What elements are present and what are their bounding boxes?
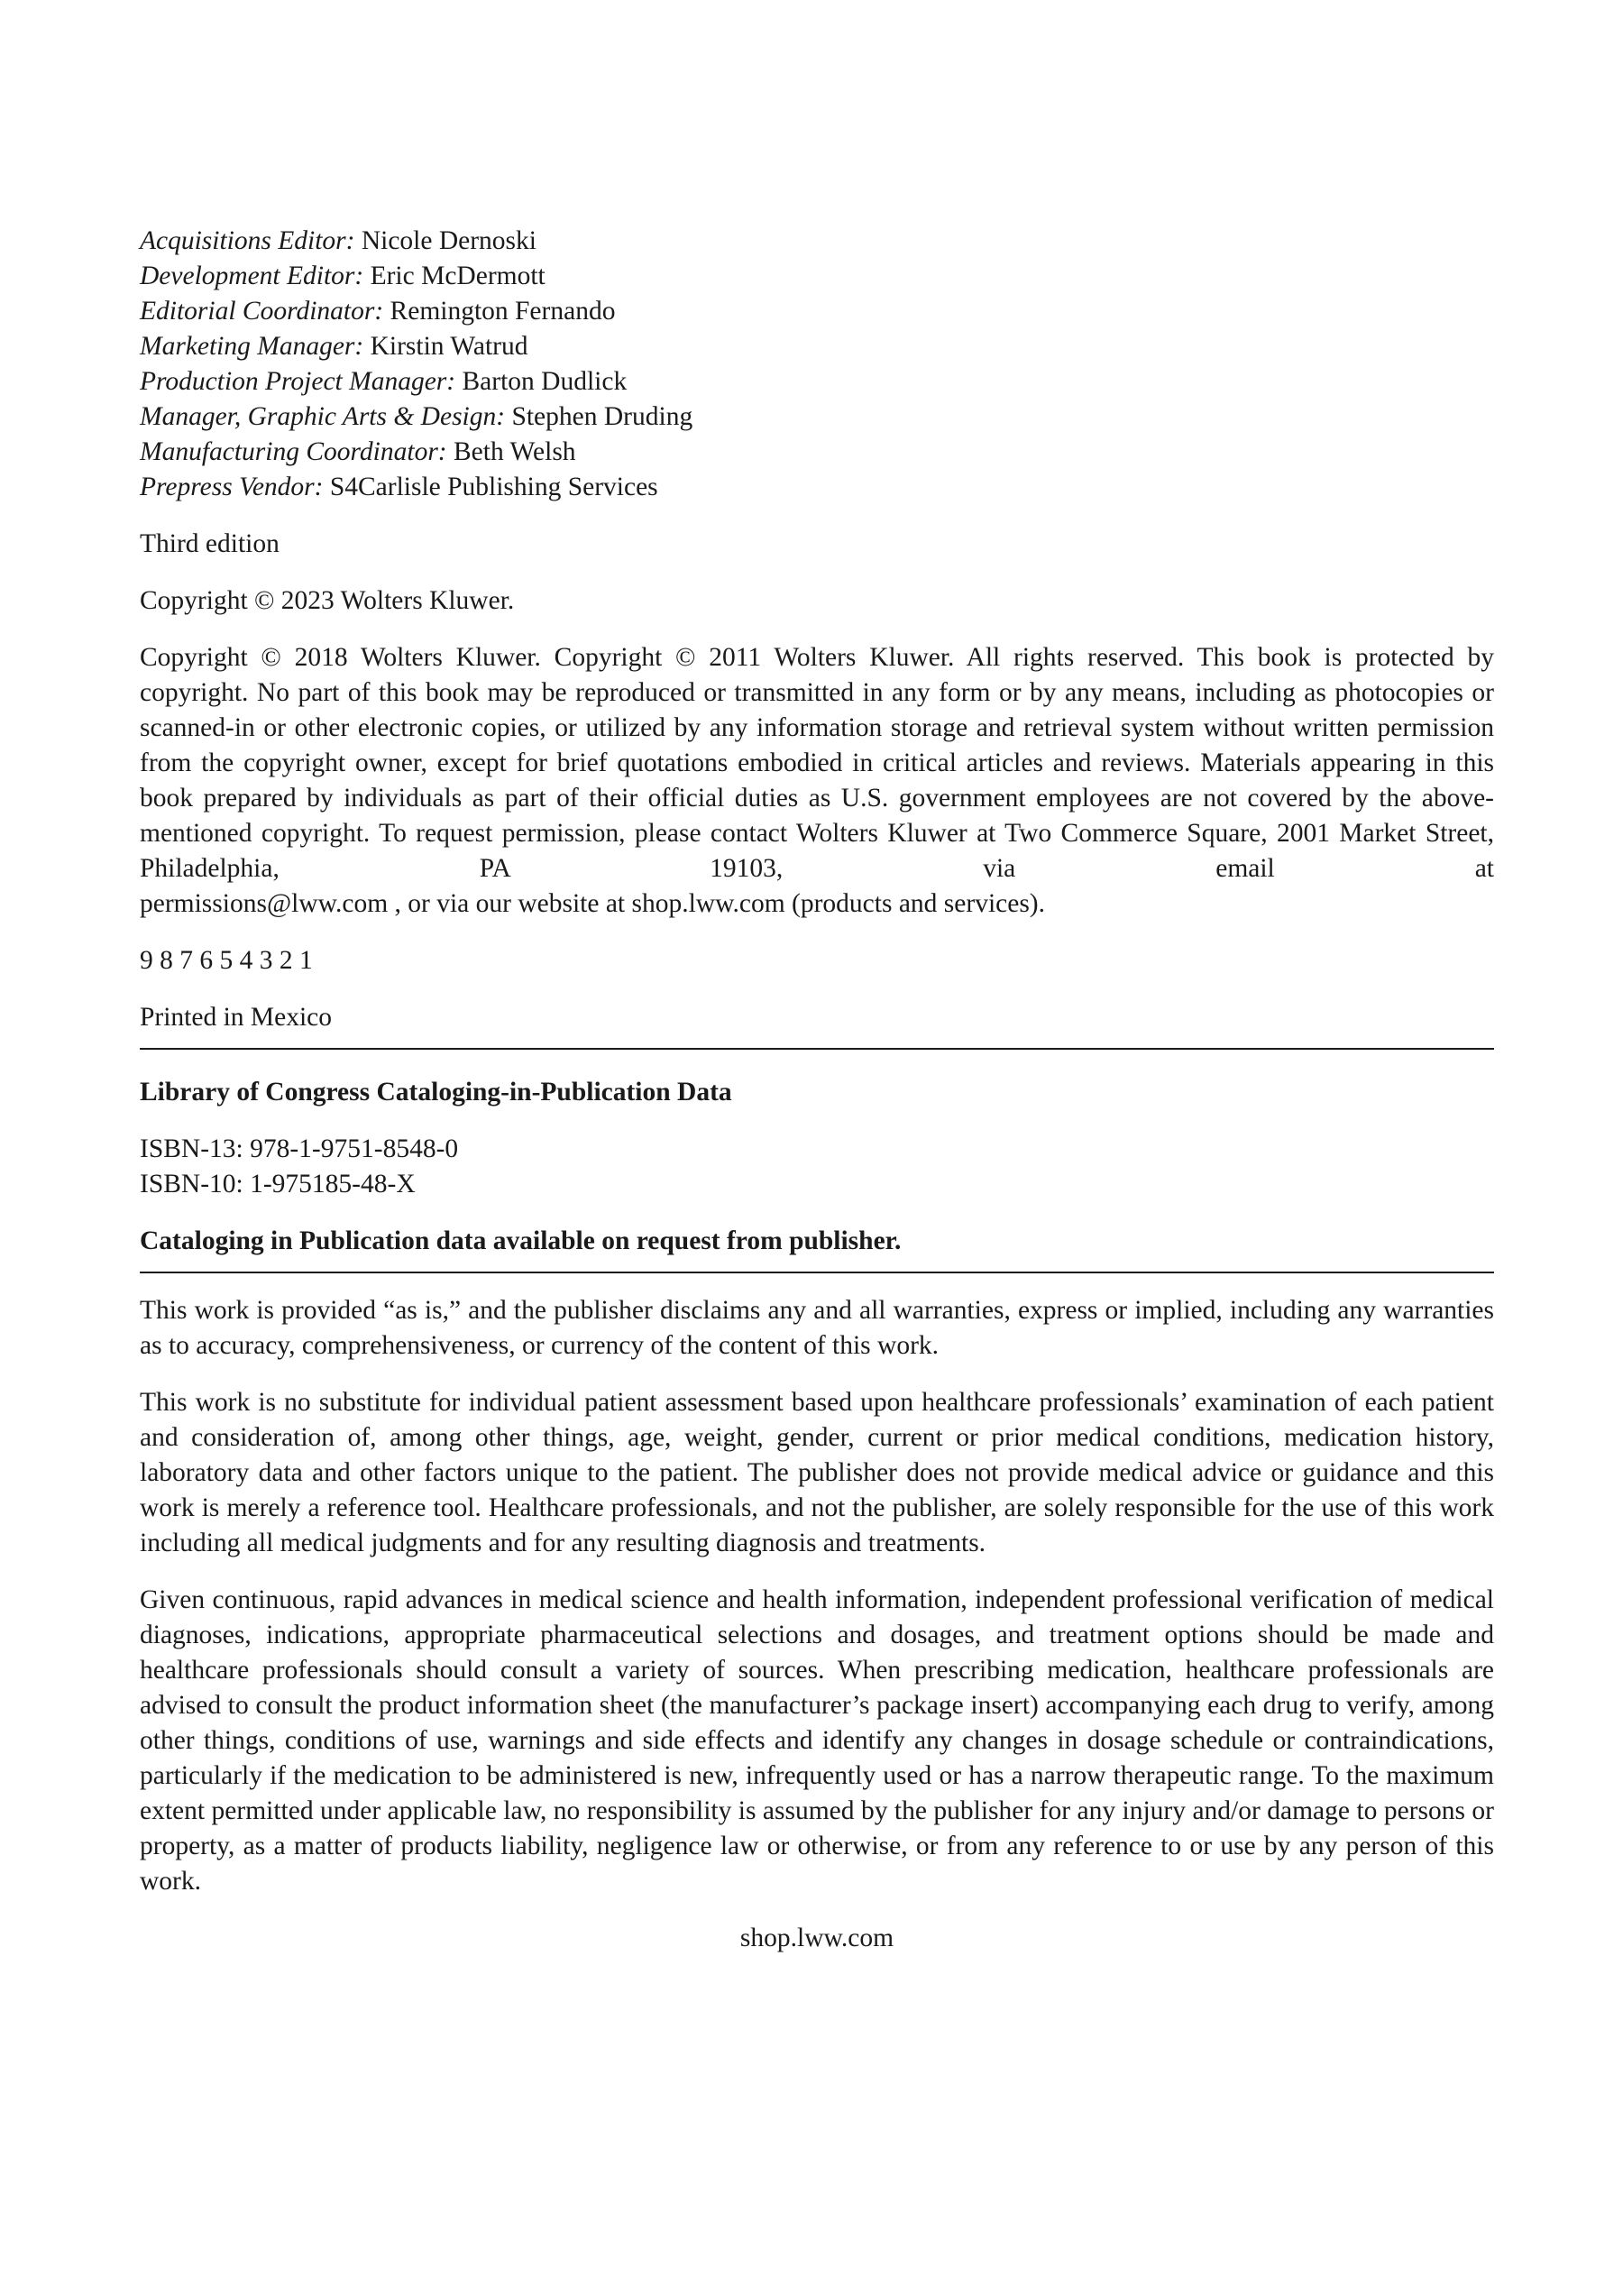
cip-note: Cataloging in Publication data available on request from publisher.: [140, 1226, 902, 1255]
credit-name: Stephen Druding: [511, 402, 693, 431]
credit-role: Acquisitions Editor:: [140, 226, 355, 255]
copyright-block: [140, 640, 1494, 922]
credit-line: [140, 364, 1494, 400]
copyright-block-end: permissions@lww.com , or via our website at shop.lww.com (products and services).: [140, 889, 1046, 918]
credit-name: Nicole Dernoski: [361, 226, 536, 255]
isbn-13: ISBN-13: 978-1-9751-8548-0: [140, 1134, 459, 1163]
credit-line: [140, 435, 1494, 470]
printed-in: Printed in Mexico: [140, 1003, 333, 1032]
credit-role: Manager, Graphic Arts & Design:: [140, 402, 506, 431]
credit-role: Manufacturing Coordinator:: [140, 437, 447, 466]
credit-line: [140, 470, 1494, 505]
bottom-divider: [140, 1272, 1494, 1273]
isbn-block: [140, 1132, 1494, 1202]
credit-line: [140, 224, 1494, 259]
disclaimer-verification: Given continuous, rapid advances in medical science and health information, independent professional verification of medical diagnoses, indications, appropriate pharmaceutical selections and dosages, and treatment options should be made and healthcare professionals should consult a variety of sources. When prescribing medication, healthcare professionals are advised to consult the product information sheet (the manufacturer’s package insert) accompanying each drug to verify, among other things, conditions of use, warnings and side effects and identify any changes in dosage schedule or contraindications, particularly if the medication to be administered is new, infrequently used or has a narrow therapeutic range. To the maximum extent permitted under applicable law, no responsibility is assumed by the publisher for any injury and/or damage to persons or property, as a matter of products liability, negligence law or otherwise, or from any reference to or use by any person of this work.: [140, 1585, 1494, 1896]
credit-name: Kirstin Watrud: [370, 332, 528, 361]
credit-name: Beth Welsh: [454, 437, 576, 466]
disclaimer-medical: This work is no substitute for individual patient assessment based upon healthcare professionals’ examination of each patient and consideration of, among other things, age, weight, gender, current or prior medical conditions, medication history, laboratory data and other factors unique to the patient. The publisher does not provide medical advice or guidance and this work is merely a reference tool. Healthcare professionals, and not the publisher, are solely responsible for the use of this work including all medical judgments and for any resulting diagnosis and treatments.: [140, 1388, 1494, 1557]
copyright-page: [140, 224, 1494, 1956]
disclaimer-warranty: This work is provided “as is,” and the publisher disclaims any and all warranties, express or implied, including any warranties as to accuracy, comprehensiveness, or currency of the content of this work.: [140, 1296, 1494, 1360]
credit-name: Barton Dudlick: [462, 367, 628, 396]
top-divider: [140, 1048, 1494, 1050]
website-link[interactable]: shop.lww.com: [739, 1924, 894, 1952]
cip-heading: Library of Congress Cataloging-in-Publication Data: [140, 1078, 732, 1107]
credit-name: Remington Fernando: [390, 297, 616, 326]
credit-line: [140, 294, 1494, 329]
isbn-10: ISBN-10: 1-975185-48-X: [140, 1170, 416, 1199]
credit-role: Production Project Manager:: [140, 367, 456, 396]
credit-role: Editorial Coordinator:: [140, 297, 384, 326]
credit-name: Eric McDermott: [370, 262, 546, 290]
credit-line: [140, 329, 1494, 364]
credit-role: Prepress Vendor:: [140, 473, 324, 501]
credit-role: Marketing Manager:: [140, 332, 364, 361]
copyright-current: Copyright © 2023 Wolters Kluwer.: [140, 586, 515, 615]
copyright-block-text: Copyright © 2018 Wolters Kluwer. Copyright © 2011 Wolters Kluwer. All rights reserved. This book is protected by copyright. No part of this book may be reproduced or transmitted in any form or by any means, including as photocopies or scanned-in or other electronic copies, or utilized by any information storage and retrieval system without written permission from the copyright owner, except for brief quotations embodied in critical articles and reviews. Materials appearing in this book prepared by individuals as part of their official duties as U.S. government employees are not covered by the above-mentioned copyright. To request permission, please contact Wolters Kluwer at Two Commerce Square, 2001 Market Street, Philadelphia, PA 19103, via email at: [140, 643, 1494, 883]
credit-role: Development Editor:: [140, 262, 364, 290]
credit-name: S4Carlisle Publishing Services: [329, 473, 658, 501]
credit-line: [140, 400, 1494, 435]
print-line: 9 8 7 6 5 4 3 2 1: [140, 946, 313, 975]
edition-line: Third edition: [140, 529, 280, 558]
staff-credits: [140, 224, 1494, 505]
credit-line: [140, 259, 1494, 294]
